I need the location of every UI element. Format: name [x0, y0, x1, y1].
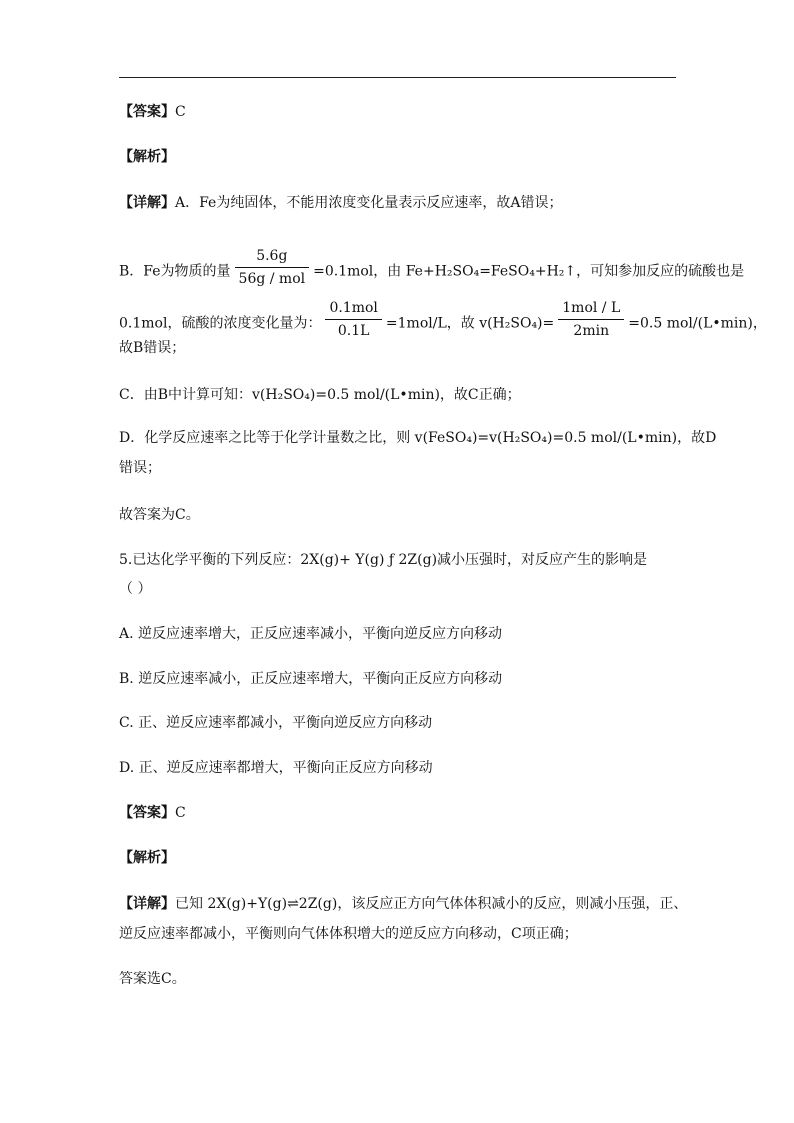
q5-option-c: C. 正、逆反应速率都减小，平衡向逆反应方向移动 [119, 715, 433, 731]
header-rule [119, 77, 676, 78]
b1-pre: B．Fe为物质的量 [119, 263, 231, 280]
q5-analysis-tag: 【解析】 [119, 850, 175, 866]
q4-detail-a [119, 193, 562, 213]
frac-numerator: 1mol / L [558, 299, 624, 320]
frac-numerator: 5.6g [235, 247, 310, 268]
q5-stem-line2: （ ） [119, 581, 152, 597]
fraction-mass-over-molar [235, 247, 310, 288]
q4-detail-b-line1 [119, 248, 745, 292]
fraction-conc-over-time [558, 299, 624, 340]
q5-option-d: D. 正、逆反应速率都增大，平衡向正反应方向移动 [119, 760, 433, 776]
q4-detail-d-line2: 错误； [119, 460, 161, 476]
q4-conclusion: 故答案为C。 [119, 507, 200, 523]
q4-answer [119, 102, 186, 122]
b2-pre: 0.1mol，硫酸的浓度变化量为： [119, 315, 322, 332]
q4-analysis-tag: 【解析】 [119, 149, 175, 165]
q5-stem-line1: 5.已达化学平衡的下列反应：2X(g)+ Y(g) ƒ 2Z(g)减小压强时，对反应产生的影响是 [119, 552, 648, 568]
q5-option-b: B. 逆反应速率减小，正反应速率增大，平衡向正反应方向移动 [119, 671, 503, 687]
answer-tag: 【答案】 [119, 805, 175, 821]
answer-value: C [175, 104, 186, 120]
q5-answer [119, 803, 186, 823]
frac-numerator: 0.1mol [325, 299, 381, 320]
q4-detail-d-line1: D．化学反应速率之比等于化学计量数之比，则 v(FeSO₄)=v(H₂SO₄)=0.5 mol/(L•min)，故D [119, 430, 717, 446]
answer-value: C [175, 805, 186, 821]
q5-detail-line2: 逆反应速率都减小，平衡则向气体体积增大的逆反应方向移动，C项正确； [119, 926, 578, 942]
b1-post: =0.1mol，由 Fe+H₂SO₄=FeSO₄+H₂↑，可知参加反应的硫酸也是 [313, 263, 745, 280]
detail-tag: 【详解】 [119, 195, 175, 211]
q4-detail-b-line2 [119, 300, 767, 344]
q5-conclusion: 答案选C。 [119, 971, 186, 987]
answer-tag: 【答案】 [119, 104, 175, 120]
b2-mid: =1mol/L，故 v(H₂SO₄)= [385, 315, 555, 332]
q5-detail-line1 [119, 894, 687, 914]
q5-option-a: A. 逆反应速率增大，正反应速率减小，平衡向逆反应方向移动 [119, 626, 503, 642]
detail-tag: 【详解】 [119, 896, 175, 912]
detail-text: 已知 2X(g)+Y(g)⇌2Z(g)，该反应正方向气体体积减小的反应，则减小压强，正、 [175, 896, 688, 912]
frac-denominator: 2min [573, 323, 610, 339]
frac-denominator: 56g / mol [238, 271, 306, 287]
q4-detail-b-line3: 故B错误； [119, 340, 186, 356]
q4-detail-c: C．由B中计算可知：v(H₂SO₄)=0.5 mol/(L•min)，故C正确； [119, 387, 521, 403]
detail-a-text: A．Fe为纯固体，不能用浓度变化量表示反应速率，故A错误； [175, 195, 563, 211]
fraction-mol-over-volume [325, 299, 381, 340]
frac-denominator: 0.1L [337, 323, 370, 339]
b2-post: =0.5 mol/(L•min)， [628, 315, 767, 332]
